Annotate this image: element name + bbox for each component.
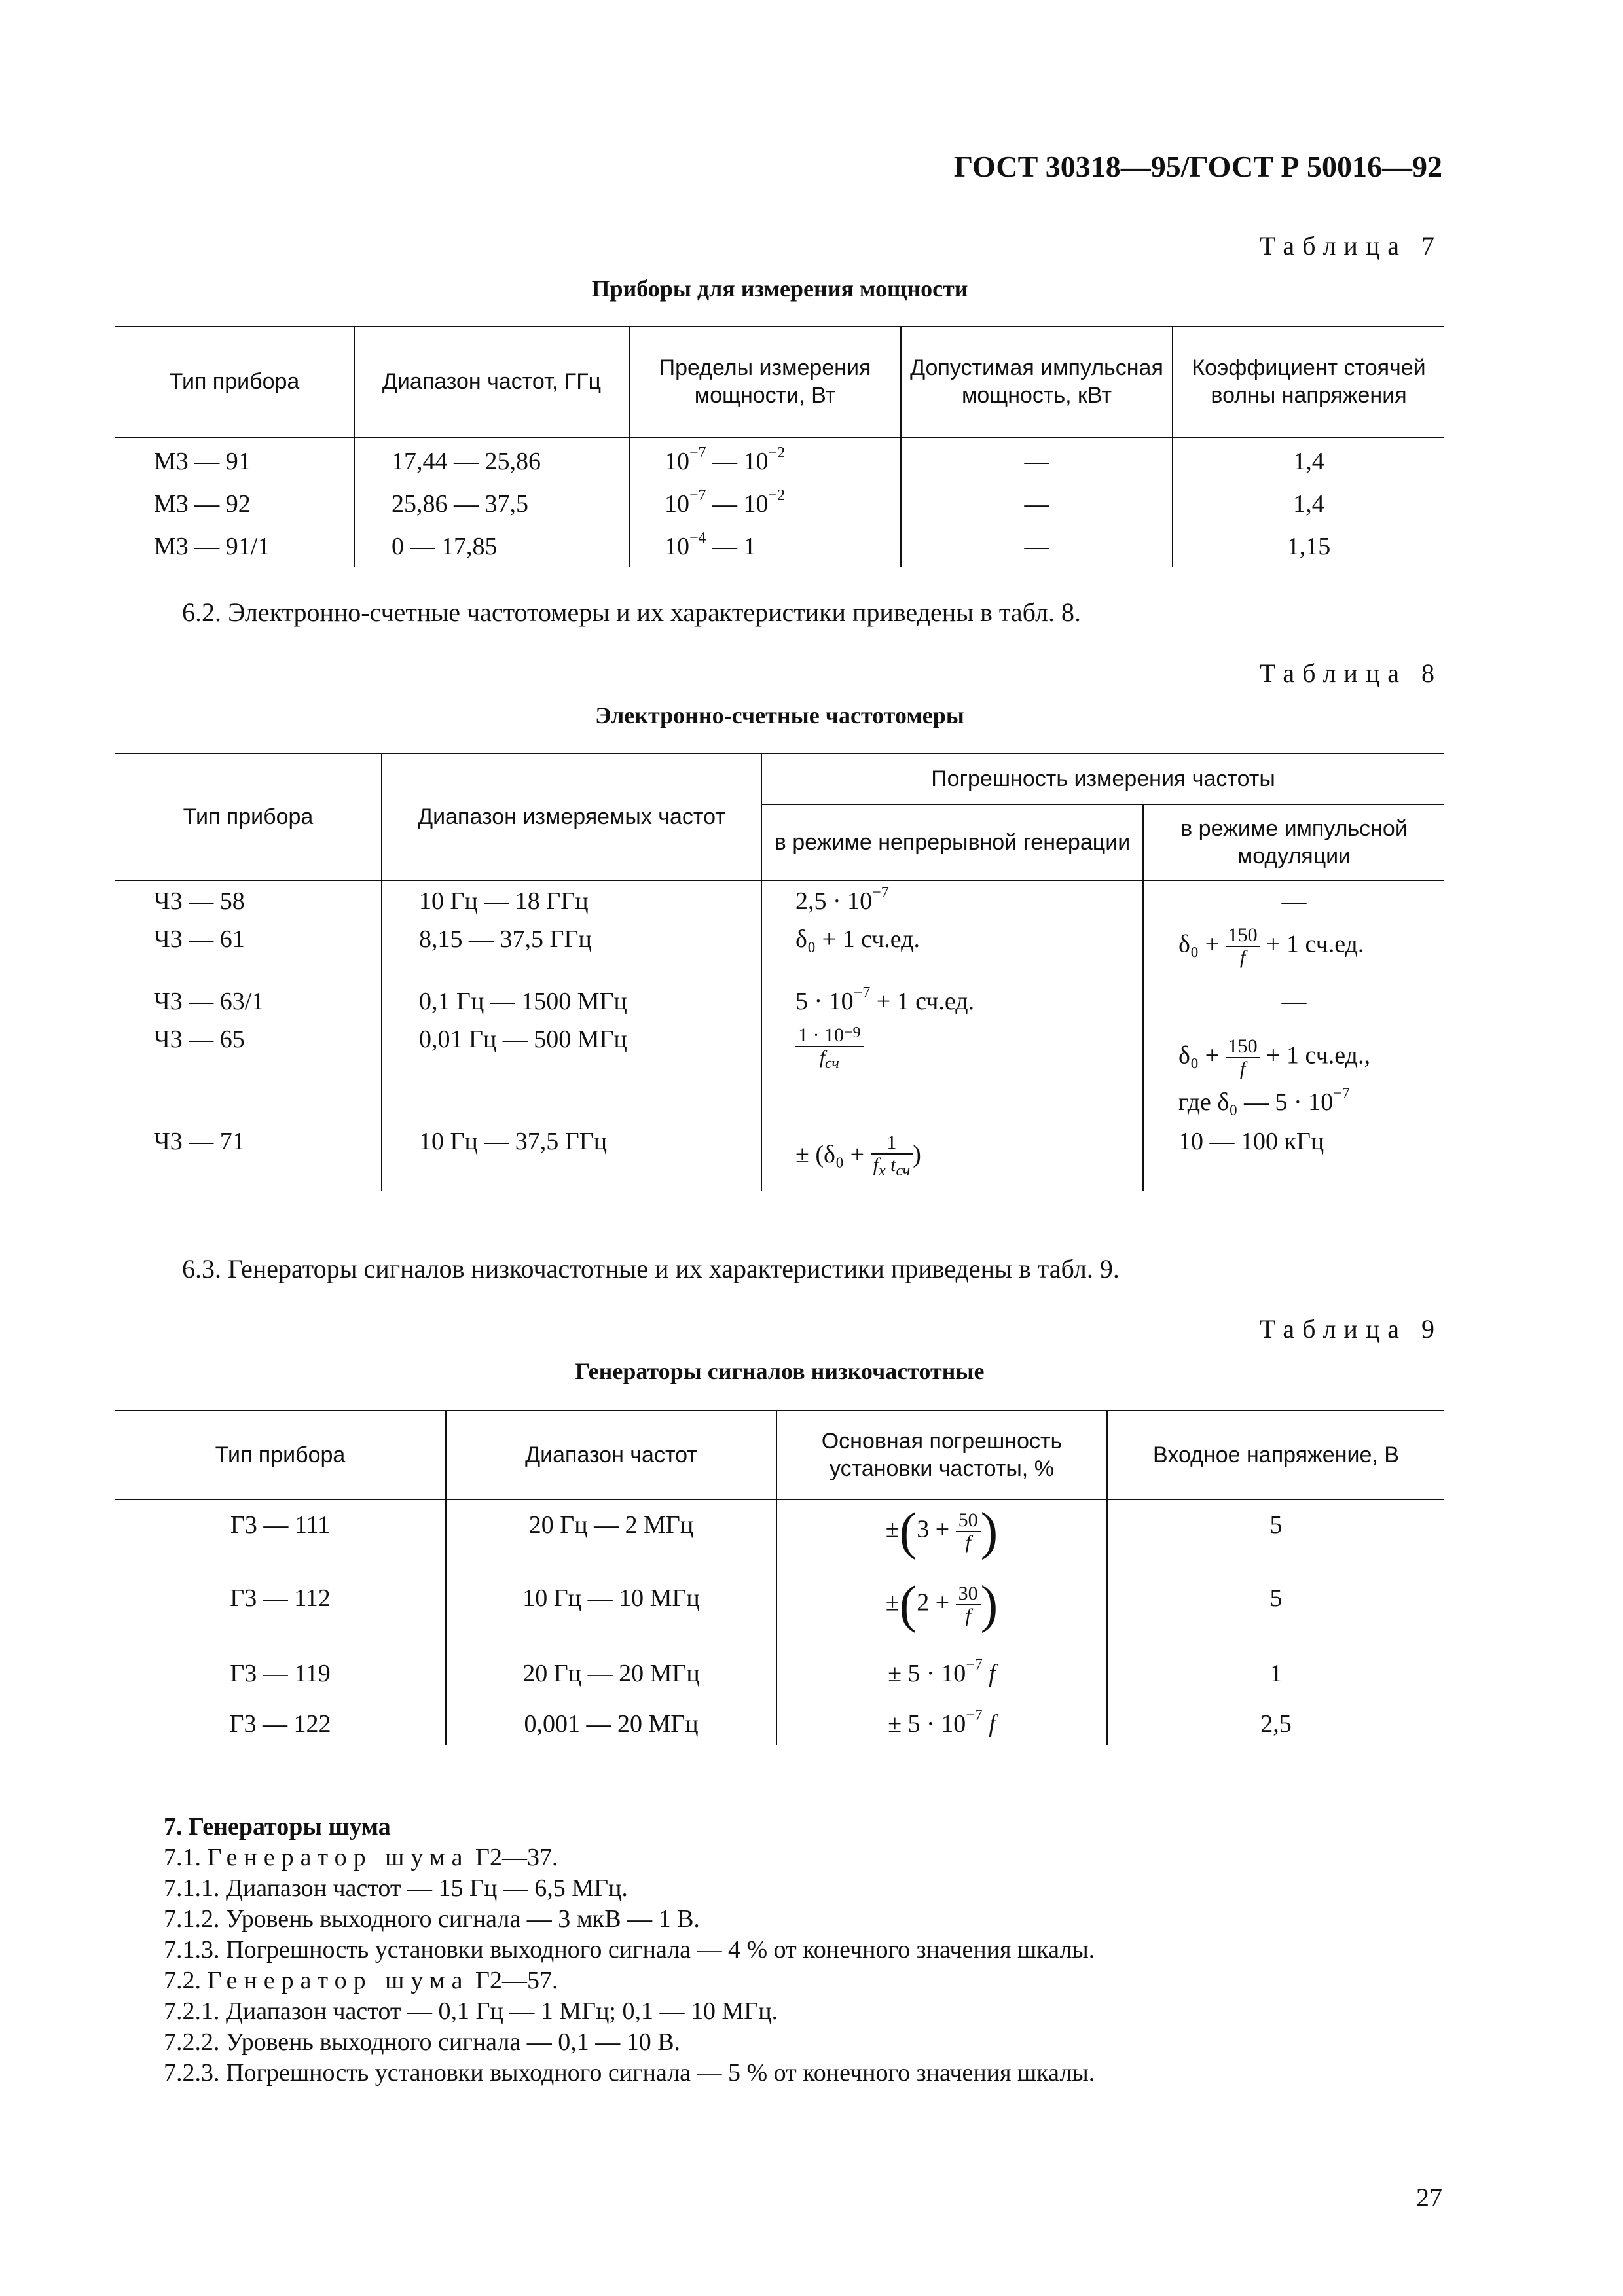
section-7-line: 7.2.2. Уровень выходного сигнала — 0,1 — 10 В. — [164, 2028, 681, 2056]
table7-cell-pulse: — — [1024, 490, 1049, 518]
table9-header-voltage: Входное напряжение, В — [1153, 1443, 1399, 1467]
table8-cell-cont: $\frac{1 \cdot 10^{-9}}{f_{сч}}$ — [795, 1025, 864, 1074]
table8-cell-cont: ± (δ₀ + $\frac{1}{f_x t_{сч}}$ ) — [795, 1132, 921, 1179]
table8-cell-range: 0,1 Гц — 1500 МГц — [419, 988, 627, 1015]
table8-cell-pulse: — — [1281, 888, 1307, 915]
table8-title: Электронно-счетные частотомеры — [595, 702, 964, 728]
section-7-line: 7.1.1. Диапазон частот — 15 Гц — 6,5 МГц. — [164, 1874, 628, 1902]
table9-cell-range: 20 Гц — 2 МГц — [528, 1511, 694, 1539]
table8-cell-pulse: δ₀ + $\frac{150}{f}$ + 1 сч.ед., — [1178, 1035, 1370, 1079]
section-7-line: 7.1.2. Уровень выходного сигнала — 3 мкВ — 1 В. — [164, 1905, 700, 1933]
table9-cell-error: ± $5 \cdot 10^{-7}$ f — [888, 1707, 996, 1738]
table8-label: Таблица 8 — [1259, 658, 1442, 688]
table9-cell-voltage: 1 — [1269, 1660, 1283, 1687]
table9-cell-error: ±(3 + $\frac{50}{f}$ ) — [885, 1503, 998, 1560]
table8-header-type: Тип прибора — [183, 804, 314, 829]
table8-cell-type: Ч3 — 65 — [154, 1026, 245, 1053]
table9-header-error: Основная погрешность установки частоты, % — [821, 1429, 1063, 1481]
table7-cell-limits: $10^{-7}$ — $10^{-2}$ — [665, 444, 786, 475]
table7-cell-type: М3 — 91/1 — [154, 533, 270, 560]
table9-cell-voltage: 5 — [1269, 1511, 1283, 1539]
section-7 — [164, 1812, 1095, 2089]
table9-cell-range: 20 Гц — 20 МГц — [522, 1660, 700, 1687]
section-7-title: 7. Генераторы шума — [164, 1813, 391, 1840]
table8-cell-range: 10 Гц — 37,5 ГГц — [419, 1128, 608, 1155]
table8-cell-pulse: — — [1281, 988, 1307, 1015]
table9-cell-range: 10 Гц — 10 МГц — [522, 1585, 700, 1612]
table7-cell-ksv: 1,4 — [1293, 490, 1324, 518]
table7-cell-ksv: 1,15 — [1286, 533, 1331, 560]
table7-cell-pulse: — — [1024, 448, 1049, 475]
table9-cell-type: Г3 — 112 — [230, 1585, 331, 1612]
table7-cell-range: 0 — 17,85 — [392, 533, 498, 560]
table8-header-cont: в режиме непрерывной генерации — [774, 830, 1131, 855]
table7-cell-limits: $10^{-7}$ — $10^{-2}$ — [665, 487, 786, 518]
table9-cell-type: Г3 — 111 — [230, 1511, 331, 1539]
table8-cell-cont: δ₀ + 1 сч.ед. — [795, 925, 920, 953]
table8-cell-range: 10 Гц — 18 ГГц — [419, 888, 589, 915]
table7-label: Таблица 7 — [1259, 231, 1442, 260]
table9-header-range: Диапазон частот — [525, 1443, 697, 1467]
table9-title: Генераторы сигналов низкочастотные — [575, 1358, 985, 1384]
table7-title: Приборы для измерения мощности — [591, 276, 968, 302]
table8-cell-pulse: 10 — 100 кГц — [1178, 1128, 1324, 1155]
table7-cell-limits: $10^{-4}$ — 1 — [665, 529, 756, 560]
table8-cell-type: Ч3 — 61 — [154, 925, 245, 953]
table8-cell-type: Ч3 — 63/1 — [154, 988, 264, 1015]
paragraph-6-3: 6.3. Генераторы сигналов низкочастотные и их характеристики приведены в табл. 9. — [182, 1254, 1120, 1283]
table9-cell-type: Г3 — 119 — [230, 1660, 331, 1687]
table8-cell-pulse: δ₀ + $\frac{150}{f}$ + 1 сч.ед. — [1178, 924, 1364, 968]
table9-cell-range: 0,001 — 20 МГц — [524, 1710, 699, 1738]
table8-header-pulse: в режиме импульсной модуляции — [1180, 816, 1408, 869]
table8-cell-type: Ч3 — 58 — [154, 888, 245, 915]
page-number: 27 — [1416, 2183, 1442, 2212]
table9-header-type: Тип прибора — [215, 1443, 346, 1467]
table8-cell-pulse-note: где δ₀ — $5 \cdot 10^{-7}$ — [1178, 1085, 1350, 1116]
section-7-line: 7.2.1. Диапазон частот — 0,1 Гц — 1 МГц; 0,1 — 10 МГц. — [164, 1998, 778, 2025]
table7-cell-pulse: — — [1024, 533, 1049, 560]
table8-cell-range: 0,01 Гц — 500 МГц — [419, 1026, 627, 1053]
section-7-line: 7.2. Генератор шума Г2—57. — [164, 1967, 558, 1994]
table9-label: Таблица 9 — [1259, 1314, 1442, 1344]
section-7-line: 7.1.3. Погрешность установки выходного сигнала — 4 % от конечного значения шкалы. — [164, 1936, 1095, 1964]
paragraph-6-2: 6.2. Электронно-счетные частотомеры и их характеристики приведены в табл. 8. — [182, 598, 1081, 627]
table8-cell-range: 8,15 — 37,5 ГГц — [419, 925, 592, 953]
table7-cell-type: М3 — 91 — [154, 448, 251, 475]
table7-header-limits: Пределы измерения мощности, Вт — [659, 355, 871, 408]
table7-cell-range: 25,86 — 37,5 — [392, 490, 528, 518]
table7-cell-range: 17,44 — 25,86 — [392, 448, 541, 475]
table9-cell-error: ±(2 + $\frac{30}{f}$ ) — [885, 1576, 998, 1634]
table9-cell-voltage: 2,5 — [1260, 1710, 1292, 1738]
section-7-line: 7.2.3. Погрешность установки выходного сигнала — 5 % от конечного значения шкалы. — [164, 2059, 1095, 2087]
table7-header-range: Диапазон частот, ГГц — [382, 369, 602, 394]
table7-header-ksv: Коэффициент стоячей волны напряжения — [1192, 355, 1426, 408]
table7-cell-type: М3 — 92 — [154, 490, 251, 518]
table8-cell-cont: $2,5 \cdot 10^{-7}$ — [795, 884, 889, 915]
section-7-line: 7.1. Генератор шума Г2—37. — [164, 1844, 558, 1871]
document-header: ГОСТ 30318—95/ГОСТ Р 50016—92 — [953, 150, 1442, 183]
table9-cell-error: ± $5 \cdot 10^{-7}$ f — [888, 1657, 996, 1687]
table8-header-error: Погрешность измерения частоты — [931, 766, 1275, 791]
table9-cell-type: Г3 — 122 — [229, 1710, 331, 1738]
table9-cell-voltage: 5 — [1269, 1585, 1283, 1612]
table8-cell-cont: $5 \cdot 10^{-7} + 1$ сч.ед. — [795, 984, 975, 1015]
table7-header-pulse: Допустимая импульсная мощность, кВт — [910, 355, 1163, 408]
table7-header-type: Тип прибора — [169, 369, 300, 394]
table8-header-range: Диапазон измеряемых частот — [418, 804, 725, 829]
table7-cell-ksv: 1,4 — [1293, 448, 1324, 475]
table8-cell-type: Ч3 — 71 — [154, 1128, 245, 1155]
